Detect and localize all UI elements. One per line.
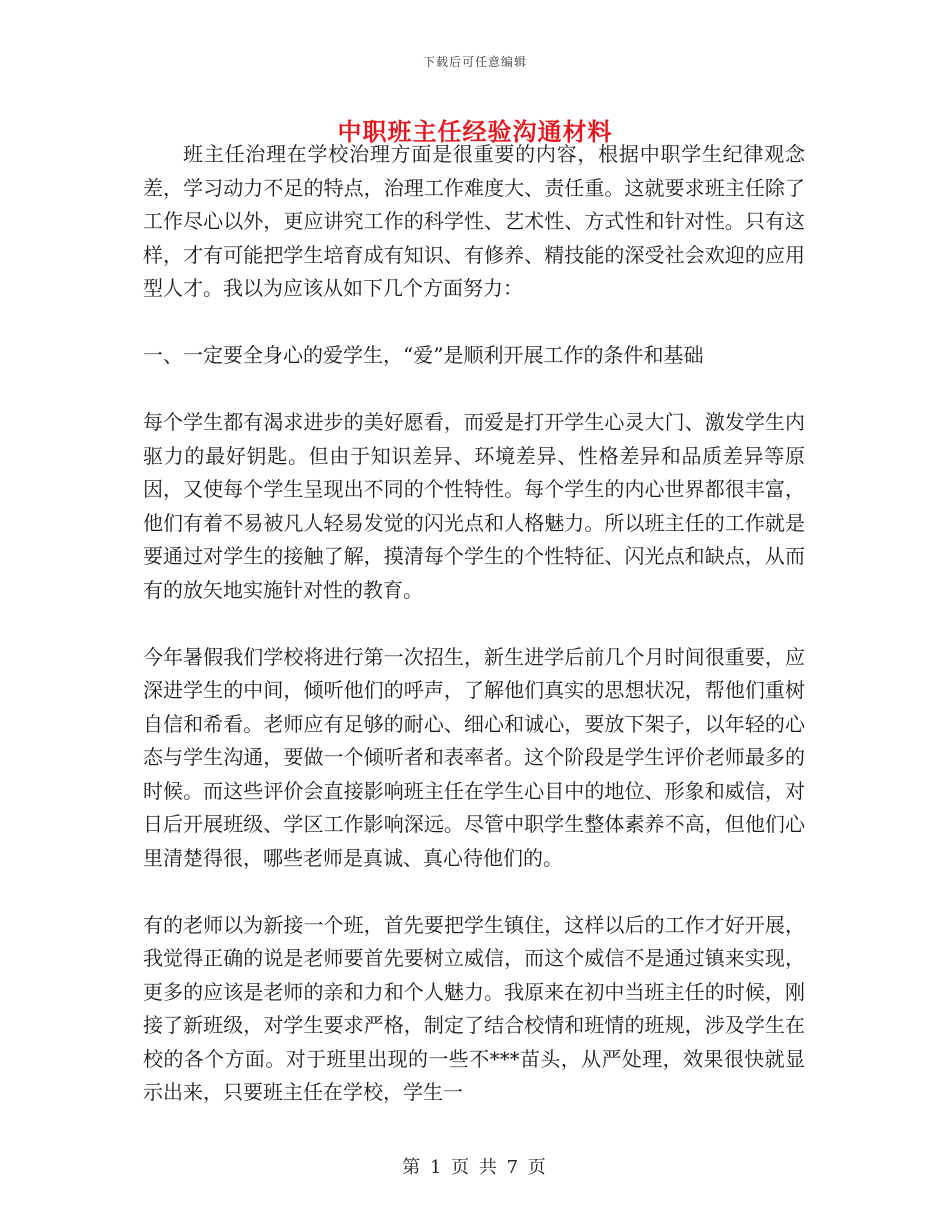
section-heading-1: 一、一定要全身心的爱学生，“爱”是顺利开展工作的条件和基础 <box>143 343 704 367</box>
document-title: 中职班主任经验沟通材料 <box>337 117 613 146</box>
paragraph-gap <box>143 373 805 407</box>
paragraph-authority: 有的老师以为新接一个班，首先要把学生镇住，这样以后的工作才好开展，我觉得正确的说是老师要首先要树立威信，而这个威信不是通过镇来实现，更多的应该是老师的亲和力和个人魅力。我原来在初中当班主任的时候，刚接了新班级，对学生要求严格，制定了结合校情和班情的班规，涉及学生在校的各个方面。对于班里出现的一些不***苗头，从严处理，效果很快就显示出来，只要班主任在学校，学生一 <box>143 912 805 1104</box>
paragraph-intro: 班主任治理在学校治理方面是很重要的内容，根据中职学生纪律观念差，学习动力不足的特点，治理工作难度大、责任重。这就要求班主任除了工作尽心以外，更应讲究工作的科学性、艺术性、方式性和针对性。只有这样，才有可能把学生培育成有知识、有修养、精技能的深受社会欢迎的应用型人才。我以为应该从如下几个方面努力： <box>143 142 805 300</box>
paragraph-gap <box>143 607 805 641</box>
page-number-footer: 第 1 页 共 7 页 <box>402 1157 548 1178</box>
paragraph-gap <box>143 875 805 909</box>
header-note: 下载后可任意编辑 <box>422 55 527 69</box>
document-body <box>143 138 805 1110</box>
paragraph-gap <box>143 306 805 340</box>
paragraph-new-students: 今年暑假我们学校将进行第一次招生，新生进学后前几个月时间很重要，应深进学生的中间，倾听他们的呼声，了解他们真实的思想状况，帮他们重树自信和希看。老师应有足够的耐心、细心和诚心，要放下架子，以年轻的心态与学生沟通，要做一个倾听者和表率者。这个阶段是学生评价老师最多的时候。而这些评价会直接影响班主任在学生心目中的地位、形象和威信，对日后开展班级、学区工作影响深远。尽管中职学生整体素养不高，但他们心里清楚得很，哪些老师是真诚、真心待他们的。 <box>143 644 805 870</box>
paragraph-love-students: 每个学生都有渴求进步的美好愿看，而爱是打开学生心灵大门、激发学生内驱力的最好钥匙。但由于知识差异、环境差异、性格差异和品质差异等原因，又使每个学生呈现出不同的个性特性。每个学生的内心世界都很丰富，他们有着不易被凡人轻易发觉的闪光点和人格魅力。所以班主任的工作就是要通过对学生的接触了解，摸清每个学生的个性特征、闪光点和缺点，从而有的放矢地实施针对性的教育。 <box>143 410 805 602</box>
